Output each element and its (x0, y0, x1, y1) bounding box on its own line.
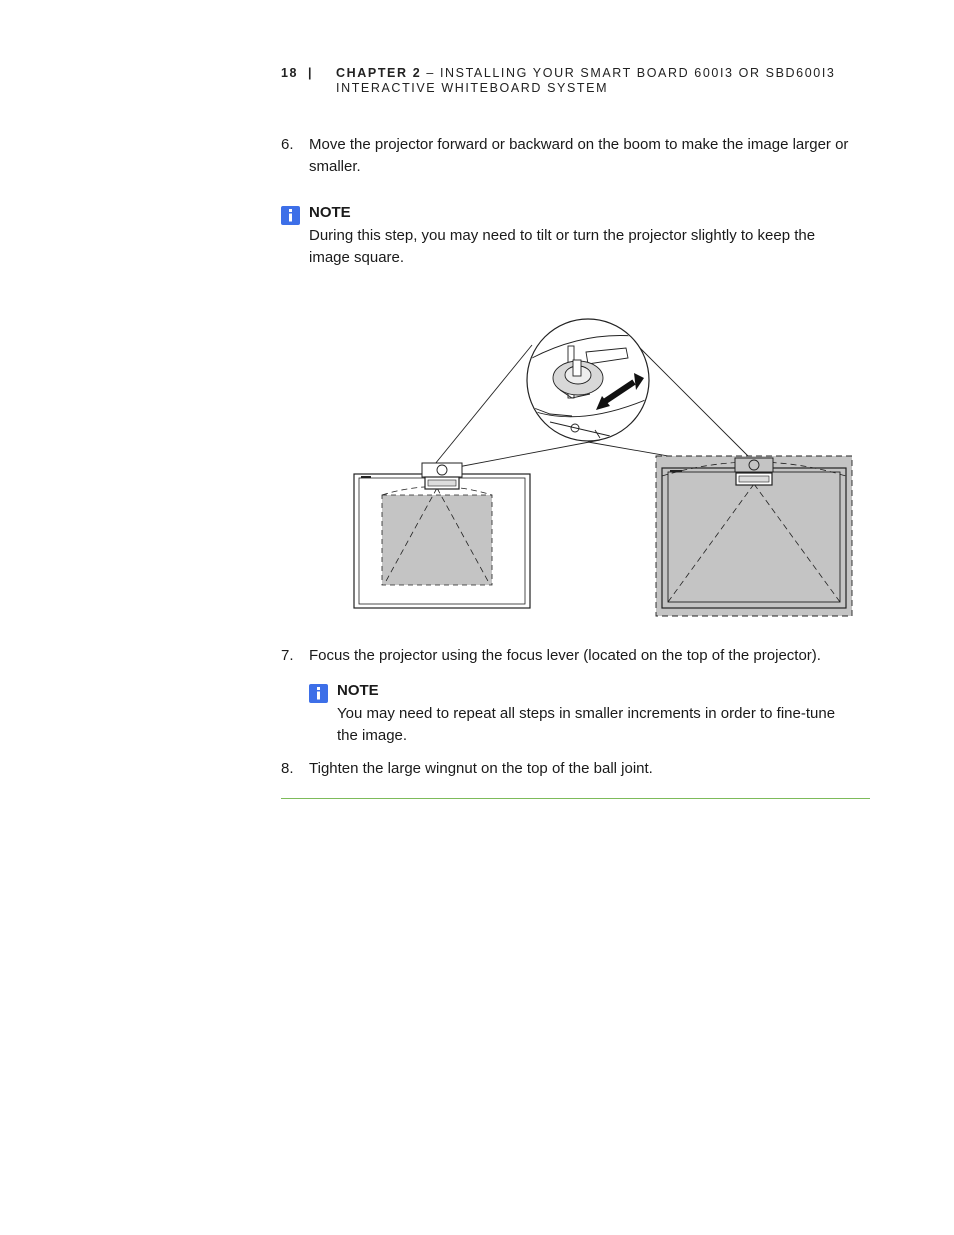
step-number: 6. (281, 136, 294, 153)
info-icon (309, 684, 328, 703)
projector-boom-closeup (527, 319, 650, 441)
page-number: 18 (281, 66, 299, 80)
large-image-whiteboard (656, 456, 852, 616)
step-text: Tighten the large wingnut on the top of the ball joint. (309, 760, 653, 777)
chapter-heading (336, 66, 856, 96)
note-text: You may need to repeat all steps in smaller increments in order to fine-tune the image. (337, 705, 836, 744)
step-number: 8. (281, 760, 294, 777)
projector-adjustment-illustration (350, 318, 855, 618)
step-text: Focus the projector using the focus lever (located on the top of the projector). (309, 647, 821, 664)
section-divider (281, 798, 870, 799)
info-icon (281, 206, 300, 225)
step-text: Move the projector forward or backward on the boom to make the image larger or smaller. (309, 136, 849, 175)
note-heading: NOTE (337, 682, 379, 699)
small-image-whiteboard (354, 463, 530, 608)
chapter-title: – INSTALLING YOUR SMART BOARD 600I3 OR SBD600I3 INTERACTIVE WHITEBOARD SYSTEM (336, 66, 836, 95)
chapter-label: CHAPTER 2 (336, 66, 422, 80)
note-text: During this step, you may need to tilt or turn the projector slightly to keep the image square. (309, 227, 816, 266)
note-heading: NOTE (309, 204, 351, 221)
header-separator: | (308, 66, 314, 80)
step-number: 7. (281, 647, 294, 664)
